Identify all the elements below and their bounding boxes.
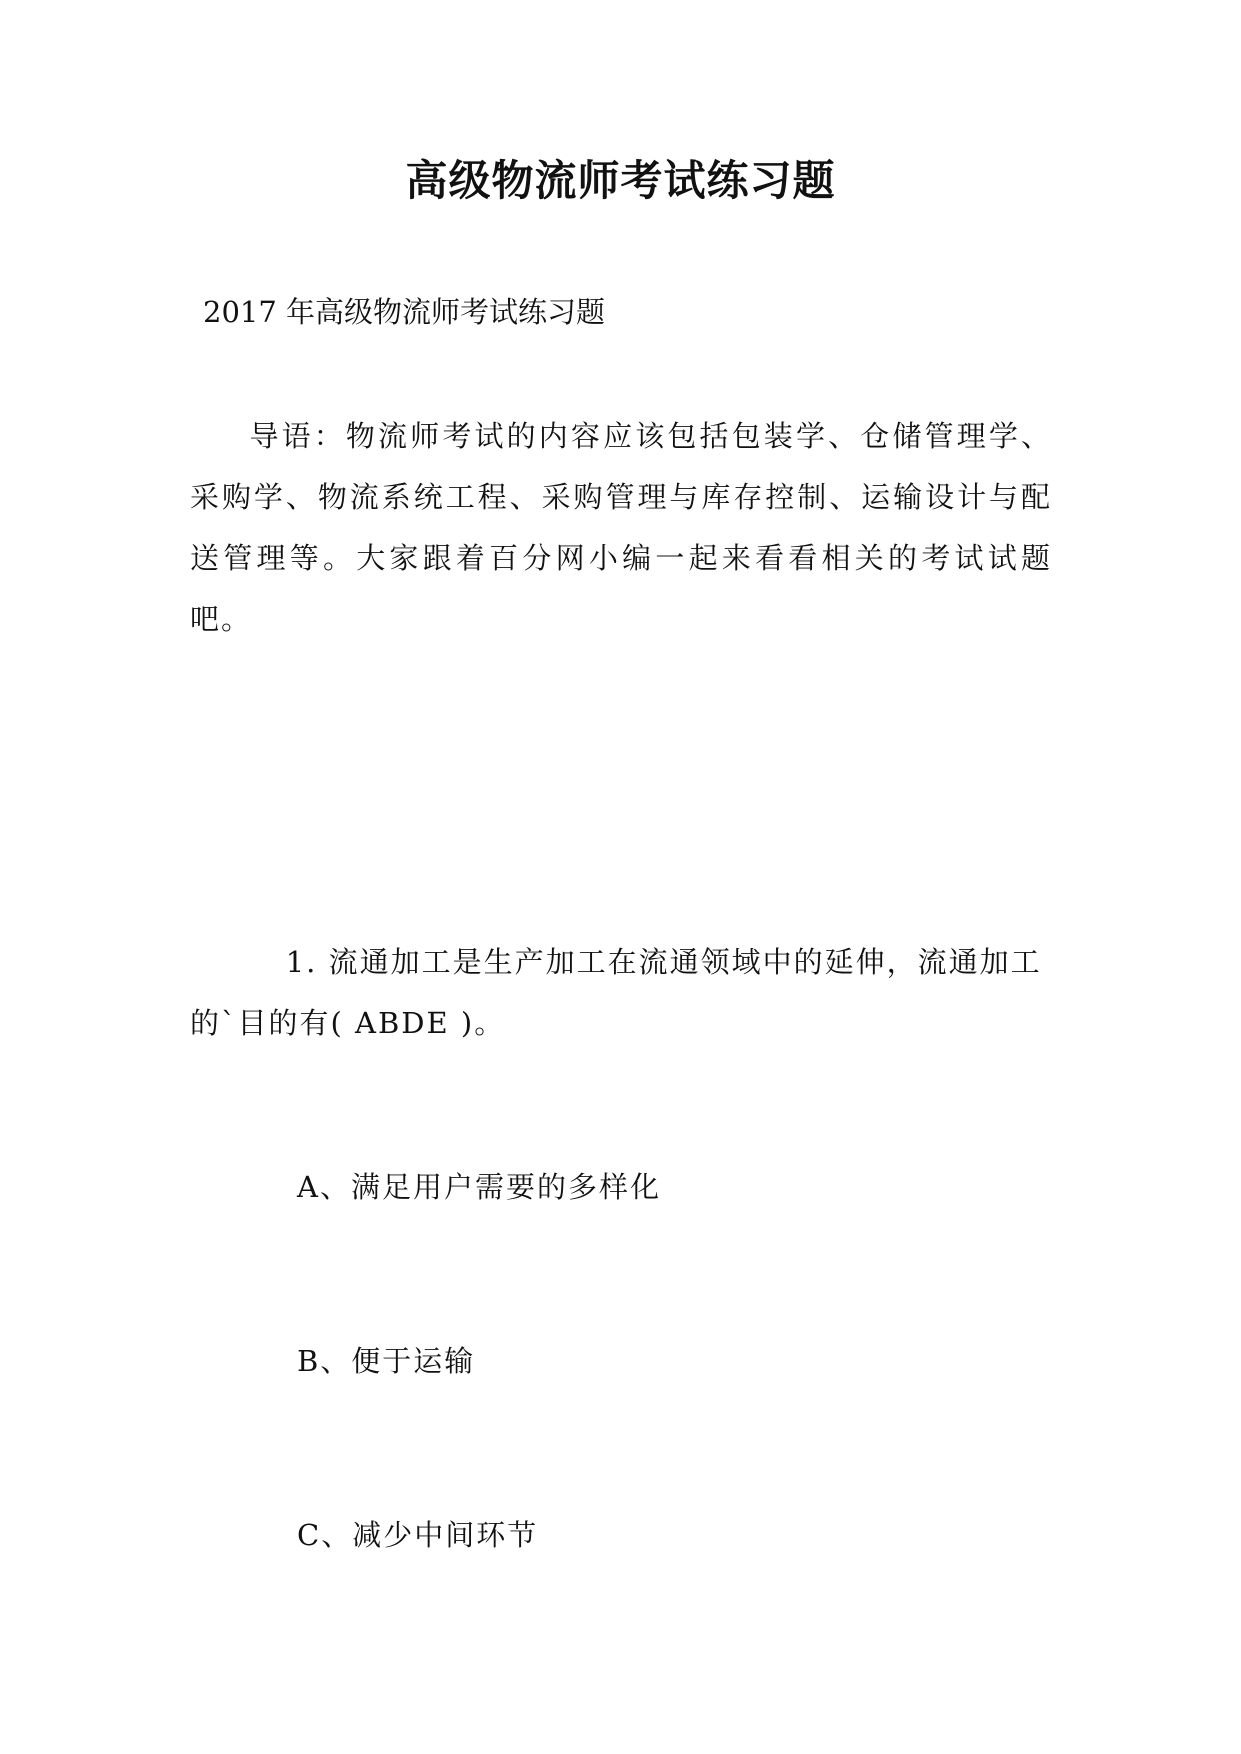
- question-1-option-b: B、便于运输: [297, 1344, 476, 1378]
- question-1-option-c: C、减少中间环节: [297, 1518, 539, 1552]
- intro-paragraph: 导语：物流师考试的内容应该包括包装学、仓储管理学、采购学、物流系统工程、采购管理与库存控制、运输设计与配送管理等。大家跟着百分网小编一起来看看相关的考试试题吧。: [190, 419, 1052, 636]
- question-1-text: 1. 流通加工是生产加工在流通领域中的延伸，流通加工的`目的有( ABDE )。: [190, 945, 1042, 1040]
- document-title: 高级物流师考试练习题: [405, 156, 836, 205]
- question-1-option-a: A、满足用户需要的多样化: [297, 1170, 661, 1204]
- document-subtitle: 2017 年高级物流师考试练习题: [203, 295, 606, 329]
